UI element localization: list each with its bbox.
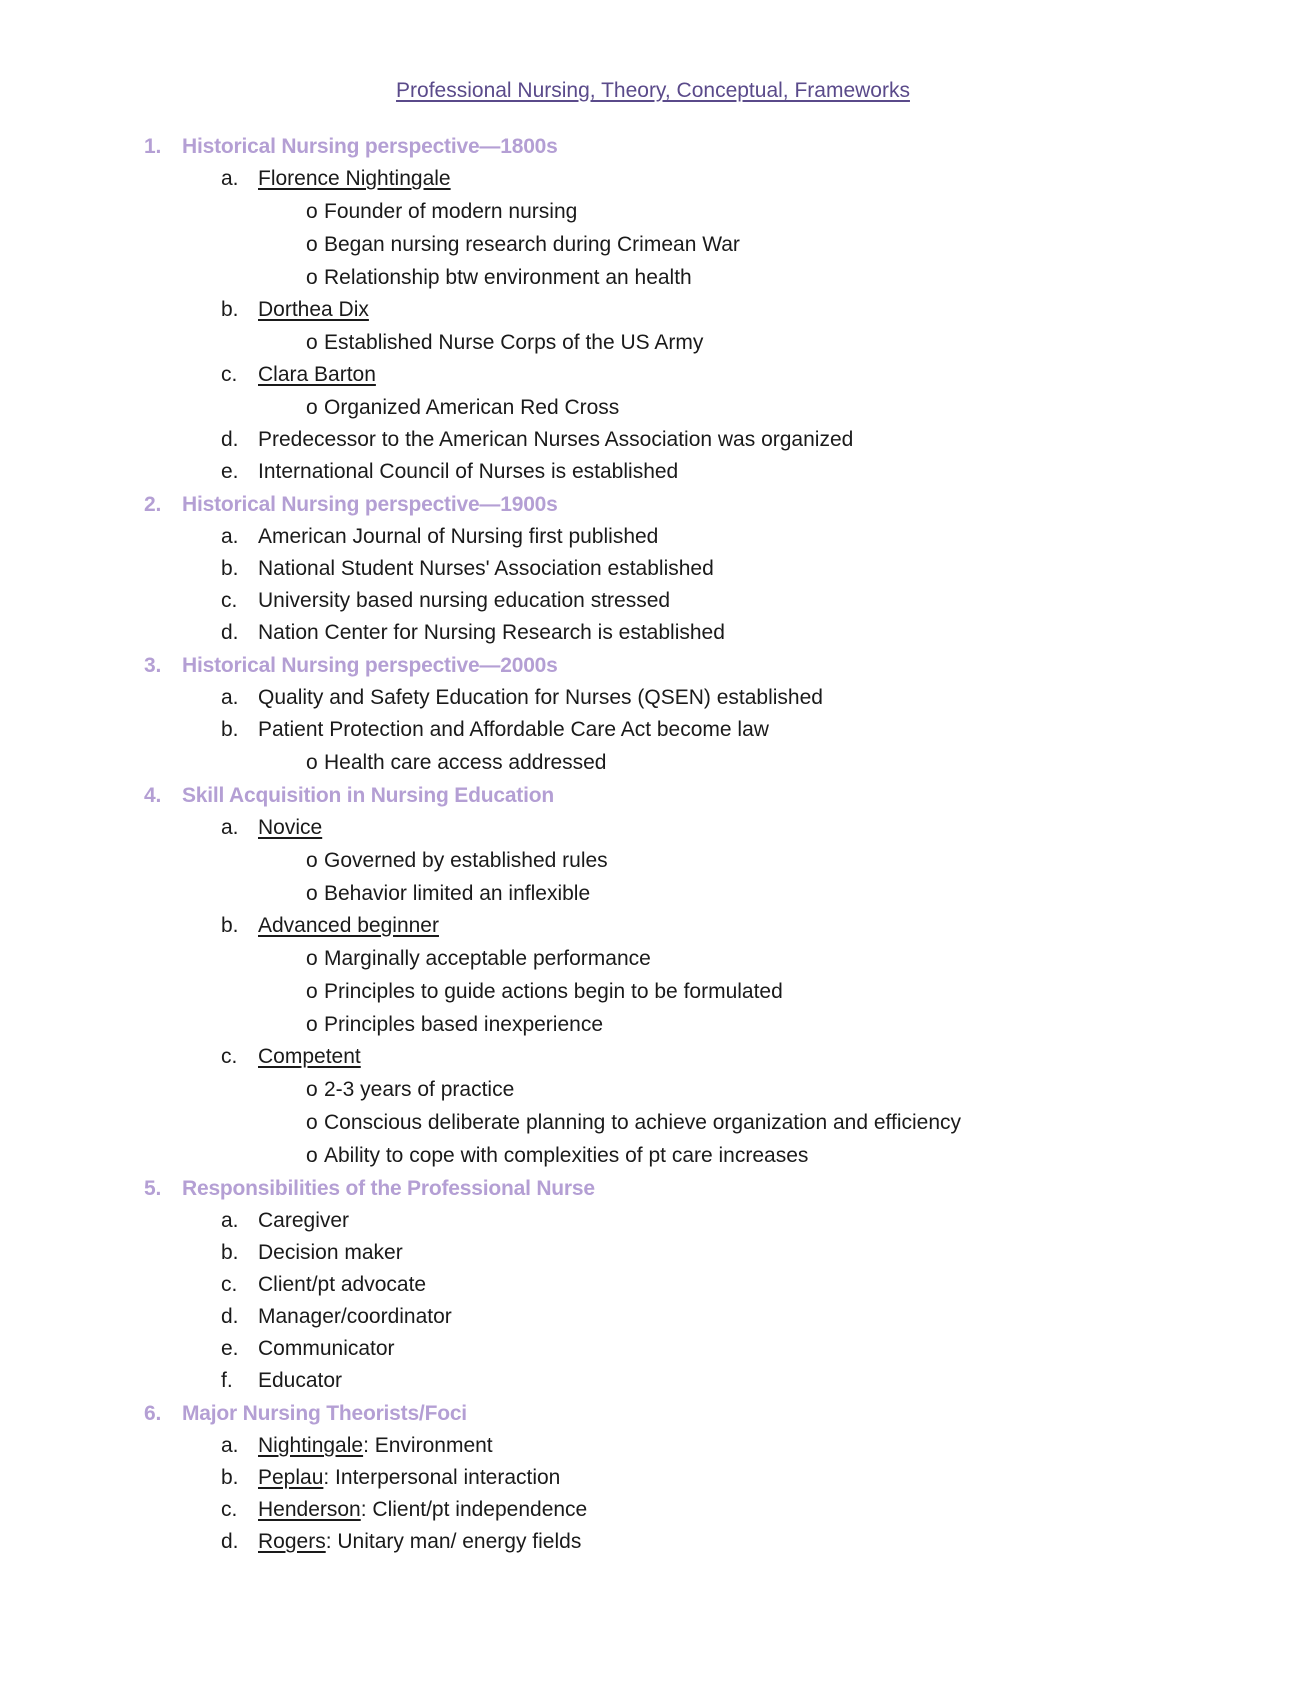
sub-bullet xyxy=(0,195,1306,228)
item-text xyxy=(258,163,451,195)
sub-bullet-text: 2-3 years of practice xyxy=(324,1078,515,1101)
outline-item xyxy=(0,1301,1306,1333)
sub-bullet-text: Ability to cope with complexities of pt care increases xyxy=(324,1144,809,1167)
sub-bullet xyxy=(0,1008,1306,1041)
item-text xyxy=(258,1526,581,1558)
item-text xyxy=(258,1301,452,1333)
sub-bullet-text: Established Nurse Corps of the US Army xyxy=(324,331,704,354)
section-number: 2. xyxy=(144,493,162,516)
section-number: 3. xyxy=(144,654,162,677)
sub-bullet-text: Founder of modern nursing xyxy=(324,200,578,223)
bullet-marker: o xyxy=(306,751,318,774)
outline-item xyxy=(0,553,1306,585)
item-text xyxy=(258,424,853,456)
item-text xyxy=(258,553,714,585)
section-number: 1. xyxy=(144,135,162,158)
item-letter: a. xyxy=(221,1434,239,1457)
item-text xyxy=(258,1205,349,1237)
outline-item xyxy=(0,1430,1306,1462)
sub-bullet xyxy=(0,1106,1306,1139)
sub-bullet-text: Organized American Red Cross xyxy=(324,396,620,419)
section-heading xyxy=(0,130,1306,163)
section-heading xyxy=(0,488,1306,521)
item-letter: b. xyxy=(221,1241,239,1264)
item-letter: e. xyxy=(221,1337,239,1360)
item-name: Peplau xyxy=(258,1466,324,1489)
outline-item xyxy=(0,1333,1306,1365)
item-detail: : Environment xyxy=(363,1434,493,1457)
section-heading xyxy=(0,649,1306,682)
item-letter: d. xyxy=(221,428,239,451)
item-detail: Communicator xyxy=(258,1337,395,1360)
item-letter: b. xyxy=(221,1466,239,1489)
item-detail: : Interpersonal interaction xyxy=(323,1466,561,1489)
item-letter: b. xyxy=(221,557,239,580)
item-text xyxy=(258,714,769,746)
item-letter: b. xyxy=(221,298,239,321)
item-name: Dorthea Dix xyxy=(258,298,369,321)
item-detail: Predecessor to the American Nurses Association was organized xyxy=(258,428,854,451)
item-detail: : Unitary man/ energy fields xyxy=(325,1530,582,1553)
outline-item xyxy=(0,910,1306,942)
outline-item xyxy=(0,1269,1306,1301)
section-number: 4. xyxy=(144,784,162,807)
bullet-marker: o xyxy=(306,1111,318,1134)
section-heading-text: Major Nursing Theorists/Foci xyxy=(182,1402,467,1425)
item-detail: International Council of Nurses is established xyxy=(258,460,679,483)
sub-bullet-text: Health care access addressed xyxy=(324,751,607,774)
item-text xyxy=(258,682,823,714)
item-detail: Decision maker xyxy=(258,1241,403,1264)
section-number: 6. xyxy=(144,1402,162,1425)
sub-bullet xyxy=(0,1139,1306,1172)
item-text xyxy=(258,456,678,488)
bullet-marker: o xyxy=(306,882,318,905)
sub-bullet xyxy=(0,1073,1306,1106)
outline-item xyxy=(0,714,1306,746)
section-heading-text: Responsibilities of the Professional Nurse xyxy=(182,1177,595,1200)
item-letter: d. xyxy=(221,1305,239,1328)
section-heading-text: Historical Nursing perspective—1900s xyxy=(182,493,558,516)
bullet-marker: o xyxy=(306,947,318,970)
section-heading xyxy=(0,1172,1306,1205)
bullet-marker: o xyxy=(306,396,318,419)
sub-bullet xyxy=(0,261,1306,294)
bullet-marker: o xyxy=(306,1144,318,1167)
item-letter: d. xyxy=(221,621,239,644)
outline-item xyxy=(0,1526,1306,1558)
outline-item xyxy=(0,163,1306,195)
sub-bullet xyxy=(0,746,1306,779)
outline-item xyxy=(0,585,1306,617)
item-letter: b. xyxy=(221,914,239,937)
item-name: Clara Barton xyxy=(258,363,376,386)
item-detail: Quality and Safety Education for Nurses (QSEN) established xyxy=(258,686,823,709)
item-letter: c. xyxy=(221,1045,238,1068)
section-heading xyxy=(0,779,1306,812)
sub-bullet-text: Principles to guide actions begin to be formulated xyxy=(324,980,783,1003)
item-letter: c. xyxy=(221,589,238,612)
section-heading xyxy=(0,1397,1306,1430)
bullet-marker: o xyxy=(306,331,318,354)
item-text xyxy=(258,812,322,844)
sub-bullet xyxy=(0,844,1306,877)
sub-bullet xyxy=(0,228,1306,261)
item-name: Henderson xyxy=(258,1498,361,1521)
sub-bullet xyxy=(0,877,1306,910)
item-text xyxy=(258,1269,426,1301)
outline-item xyxy=(0,1494,1306,1526)
sub-bullet-text: Behavior limited an inflexible xyxy=(324,882,591,905)
sub-bullet-text: Conscious deliberate planning to achieve organization and efficiency xyxy=(324,1111,962,1134)
item-detail: Client/pt advocate xyxy=(258,1273,427,1296)
item-text xyxy=(258,1430,493,1462)
item-name: Novice xyxy=(258,816,323,839)
item-text xyxy=(258,1462,560,1494)
item-text xyxy=(258,617,725,649)
bullet-marker: o xyxy=(306,233,318,256)
outline-item xyxy=(0,1205,1306,1237)
item-detail: Educator xyxy=(258,1369,343,1392)
item-letter: a. xyxy=(221,167,239,190)
item-detail: Nation Center for Nursing Research is established xyxy=(258,621,725,644)
outline-item xyxy=(0,424,1306,456)
bullet-marker: o xyxy=(306,980,318,1003)
item-letter: f. xyxy=(221,1369,233,1392)
outline-item xyxy=(0,1365,1306,1397)
item-name: Nightingale xyxy=(258,1434,364,1457)
outline-item xyxy=(0,294,1306,326)
sub-bullet-text: Principles based inexperience xyxy=(324,1013,603,1036)
sub-bullet xyxy=(0,942,1306,975)
item-text xyxy=(258,1237,403,1269)
outline-item xyxy=(0,617,1306,649)
bullet-marker: o xyxy=(306,266,318,289)
item-letter: a. xyxy=(221,525,239,548)
outline-item xyxy=(0,1041,1306,1073)
item-text xyxy=(258,359,376,391)
item-letter: c. xyxy=(221,1498,238,1521)
bullet-marker: o xyxy=(306,1013,318,1036)
item-letter: d. xyxy=(221,1530,239,1553)
item-text xyxy=(258,1041,361,1073)
outline-list xyxy=(0,130,1306,1558)
item-detail: Patient Protection and Affordable Care Act become law xyxy=(258,718,769,741)
item-text xyxy=(258,1333,395,1365)
item-letter: c. xyxy=(221,363,238,386)
outline-item xyxy=(0,1237,1306,1269)
outline-item xyxy=(0,682,1306,714)
bullet-marker: o xyxy=(306,1078,318,1101)
sub-bullet-text: Relationship btw environment an health xyxy=(324,266,692,289)
sub-bullet-text: Marginally acceptable performance xyxy=(324,947,651,970)
item-text xyxy=(258,521,658,553)
item-name: Advanced beginner xyxy=(258,914,439,937)
item-detail: National Student Nurses' Association established xyxy=(258,557,714,580)
sub-bullet xyxy=(0,975,1306,1008)
item-text xyxy=(258,1365,342,1397)
item-letter: e. xyxy=(221,460,239,483)
outline-item xyxy=(0,1462,1306,1494)
sub-bullet xyxy=(0,391,1306,424)
outline-item xyxy=(0,812,1306,844)
item-detail: Manager/coordinator xyxy=(258,1305,452,1328)
item-text xyxy=(258,294,369,326)
item-letter: a. xyxy=(221,1209,239,1232)
item-detail: American Journal of Nursing first published xyxy=(258,525,659,548)
outline-item xyxy=(0,359,1306,391)
item-letter: b. xyxy=(221,718,239,741)
item-letter: a. xyxy=(221,816,239,839)
section-heading-text: Historical Nursing perspective—1800s xyxy=(182,135,558,158)
item-detail: Caregiver xyxy=(258,1209,350,1232)
sub-bullet xyxy=(0,326,1306,359)
outline-item xyxy=(0,521,1306,553)
item-detail: : Client/pt independence xyxy=(360,1498,588,1521)
section-heading-text: Historical Nursing perspective—2000s xyxy=(182,654,558,677)
item-text xyxy=(258,910,439,942)
sub-bullet-text: Began nursing research during Crimean War xyxy=(324,233,740,256)
item-text xyxy=(258,585,670,617)
item-name: Competent xyxy=(258,1045,361,1068)
bullet-marker: o xyxy=(306,200,318,223)
section-number: 5. xyxy=(144,1177,162,1200)
item-text xyxy=(258,1494,587,1526)
sub-bullet-text: Governed by established rules xyxy=(324,849,608,872)
section-heading-text: Skill Acquisition in Nursing Education xyxy=(182,784,554,807)
item-name: Florence Nightingale xyxy=(258,167,451,190)
item-letter: c. xyxy=(221,1273,238,1296)
document-title: Professional Nursing, Theory, Conceptual, Frameworks xyxy=(396,79,910,102)
outline-item xyxy=(0,456,1306,488)
item-name: Rogers xyxy=(258,1530,326,1553)
item-detail: University based nursing education stressed xyxy=(258,589,671,612)
item-letter: a. xyxy=(221,686,239,709)
bullet-marker: o xyxy=(306,849,318,872)
